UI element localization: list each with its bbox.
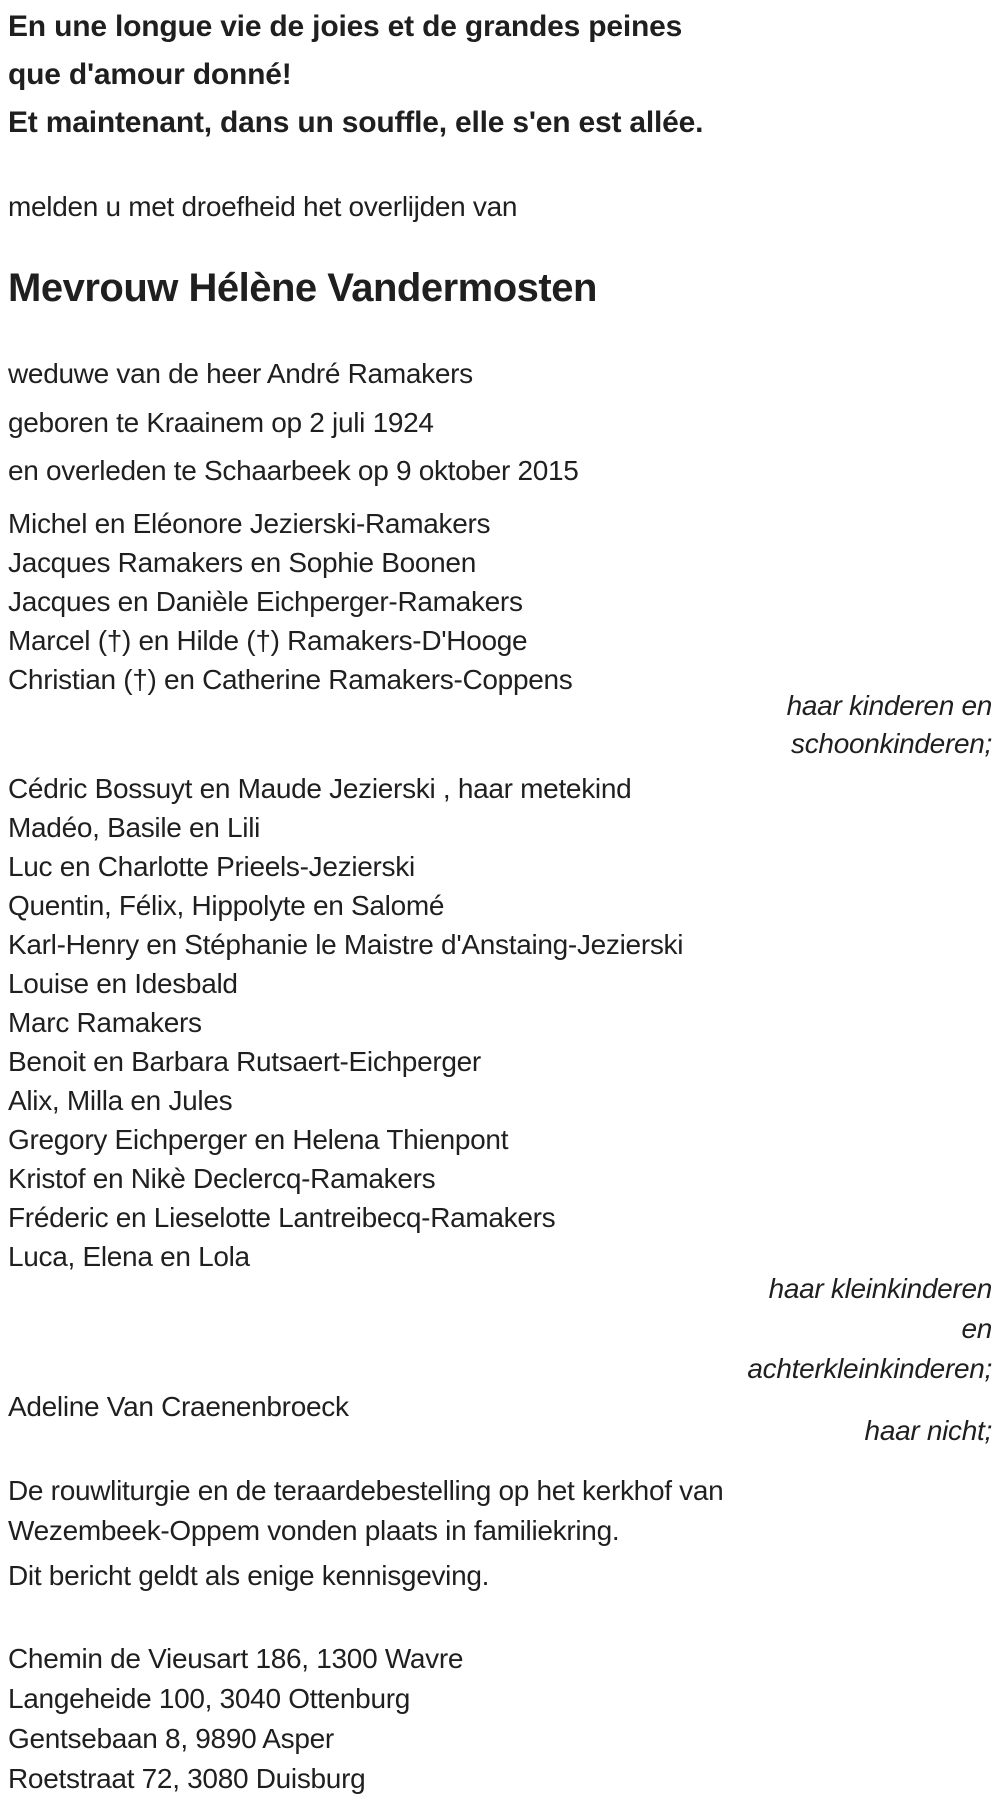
address-line: Chemin de Vieusart 186, 1300 Wavre: [8, 1643, 464, 1674]
children-caption: [8, 687, 992, 763]
children-list: [8, 504, 992, 699]
service-info: [8, 1471, 992, 1551]
niece-name: Adeline Van Craenenbroeck: [8, 1391, 349, 1422]
family-line: Christian (†) en Catherine Ramakers-Coppens: [8, 664, 573, 695]
address-line: Roetstraat 72, 3080 Duisburg: [8, 1763, 366, 1794]
service-line: De rouwliturgie en de teraardebestelling op het kerkhof van: [8, 1475, 724, 1506]
family-line: Gregory Eichperger en Helena Thienpont: [8, 1124, 509, 1155]
caption-line: en: [961, 1313, 992, 1344]
family-line: Jacques en Danièle Eichperger-Ramakers: [8, 586, 523, 617]
epigraph: [8, 3, 992, 147]
caption-line: haar kinderen en: [786, 690, 992, 721]
family-line: Luca, Elena en Lola: [8, 1241, 250, 1272]
family-line: Marc Ramakers: [8, 1007, 202, 1038]
family-line: Alix, Milla en Jules: [8, 1085, 233, 1116]
announcement-intro: melden u met droefheid het overlijden van: [8, 191, 518, 222]
caption-line: schoonkinderen;: [791, 728, 992, 759]
family-line: Luc en Charlotte Prieels-Jezierski: [8, 851, 415, 882]
niece-caption: haar nicht;: [864, 1415, 992, 1446]
family-line: Karl-Henry en Stéphanie le Maistre d'Anstaing-Jezierski: [8, 929, 684, 960]
deceased-details: [8, 350, 992, 496]
deceased-detail-line: geboren te Kraainem op 2 juli 1924: [8, 406, 434, 438]
deceased-detail-line: en overleden te Schaarbeek op 9 oktober 2015: [8, 455, 579, 486]
epigraph-line: que d'amour donné!: [8, 58, 292, 91]
address-list: [8, 1639, 992, 1799]
caption-line: achterkleinkinderen;: [747, 1353, 992, 1384]
service-line: Wezembeek-Oppem vonden plaats in familiekring.: [8, 1515, 620, 1546]
deceased-name: Mevrouw Hélène Vandermosten: [8, 266, 597, 310]
family-line: Marcel (†) en Hilde (†) Ramakers-D'Hooge: [8, 625, 528, 656]
family-line: Jacques Ramakers en Sophie Boonen: [8, 547, 476, 578]
notice: Dit bericht geldt als enige kennisgeving.: [8, 1560, 490, 1591]
address-line: Gentsebaan 8, 9890 Asper: [8, 1723, 334, 1754]
family-line: Quentin, Félix, Hippolyte en Salomé: [8, 890, 445, 921]
family-line: Louise en Idesbald: [8, 968, 238, 999]
epigraph-line: En une longue vie de joies et de grandes peines: [8, 10, 683, 43]
family-line: Fréderic en Lieselotte Lantreibecq-Ramakers: [8, 1202, 556, 1233]
family-line: Benoit en Barbara Rutsaert-Eichperger: [8, 1046, 481, 1077]
address-line: Langeheide 100, 3040 Ottenburg: [8, 1683, 411, 1714]
epigraph-line: Et maintenant, dans un souffle, elle s'en est allée.: [8, 106, 704, 139]
grandchildren-list: [8, 769, 992, 1276]
family-line: Madéo, Basile en Lili: [8, 812, 261, 843]
family-line: Kristof en Nikè Declercq-Ramakers: [8, 1163, 436, 1194]
family-line: Michel en Eléonore Jezierski-Ramakers: [8, 508, 491, 539]
family-line: Cédric Bossuyt en Maude Jezierski , haar metekind: [8, 773, 632, 804]
caption-line: haar kleinkinderen: [768, 1273, 992, 1304]
grandchildren-caption: [8, 1269, 992, 1389]
deceased-detail-line: weduwe van de heer André Ramakers: [8, 358, 473, 389]
